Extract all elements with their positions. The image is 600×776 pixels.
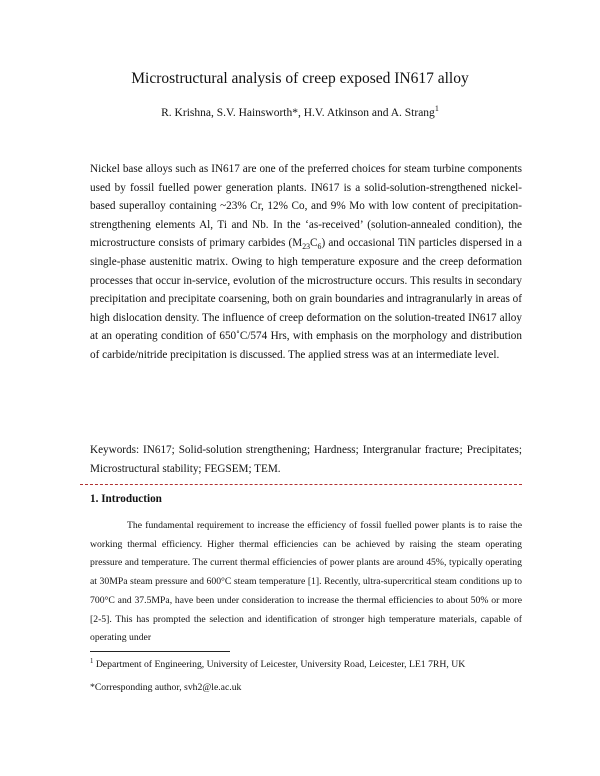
abstract-text-3: ) and occasional TiN particles dispersed in a single-phase austenitic matrix. Owing to high temperature exposure and the creep deformation processes that occur in-service, evolution of the microstructure occurs. This results in secondary precipitation and precipitate coarsening, both on grain boundaries and intragranularly in areas of high dislocation density. The influence of creep deformation on the solution-treated IN617 alloy at an operating condition of 650˚C/574 Hrs, with emphasis on the morphology and distribution of carbide/nitride precipitation is discussed. The applied stress was at an intermediate level.	[90, 237, 522, 361]
abstract-sub-2: 6	[317, 242, 322, 252]
abstract	[90, 160, 522, 365]
author-names: R. Krishna, S.V. Hainsworth*, H.V. Atkinson and A. Strang	[161, 107, 435, 119]
dashed-divider	[80, 484, 522, 485]
abstract-text-2: C	[310, 237, 318, 250]
footnote-affiliation	[90, 659, 465, 670]
footnote-affiliation-text: Department of Engineering, University of Leicester, University Road, Leicester, LE1 7RH, UK	[93, 659, 466, 670]
abstract-sub-1: 23	[302, 242, 311, 252]
author-line	[0, 104, 600, 119]
footnote-divider	[90, 651, 230, 652]
author-affiliation-mark: 1	[434, 104, 439, 114]
paper-title: Microstructural analysis of creep exposed IN617 alloy	[131, 70, 469, 87]
section-heading-introduction: 1. Introduction	[90, 493, 162, 505]
introduction-paragraph: The fundamental requirement to increase the efficiency of fossil fuelled power plants is to raise the working thermal efficiency. Higher thermal efficiencies can be achieved by raising the steam operating pressure and temperature. The current thermal efficiencies of power plants are around 45%, typically operating at 30MPa steam pressure and 600°C steam temperature [1]. Recently, ultra-supercritical steam conditions up to 700°C and 37.5MPa, have been under consideration to increase the thermal efficiencies to about 50% or more [2-5]. This has prompted the selection and identification of stronger high temperature materials, capable of operating under	[90, 520, 522, 644]
footnote-mark: 1	[90, 657, 94, 665]
abstract-text-1: Nickel base alloys such as IN617 are one of the preferred choices for steam turbine components used by fossil fuelled power generation plants. IN617 is a solid-solution-strengthened nickel-based superalloy containing ~23% Cr, 12% Co, and 9% Mo with low content of precipitation-strengthening elements Al, Ti and Nb. In the ‘as-received’ (solution-annealed condition), the microstructure consists of primary carbides (M	[90, 163, 522, 250]
keywords: Keywords: IN617; Solid-solution strengthening; Hardness; Intergranular fracture; Precipitates; Microstructural stability; FEGSEM; TEM.	[90, 444, 522, 475]
footnote-corresponding-author: *Corresponding author, svh2@le.ac.uk	[90, 682, 242, 693]
